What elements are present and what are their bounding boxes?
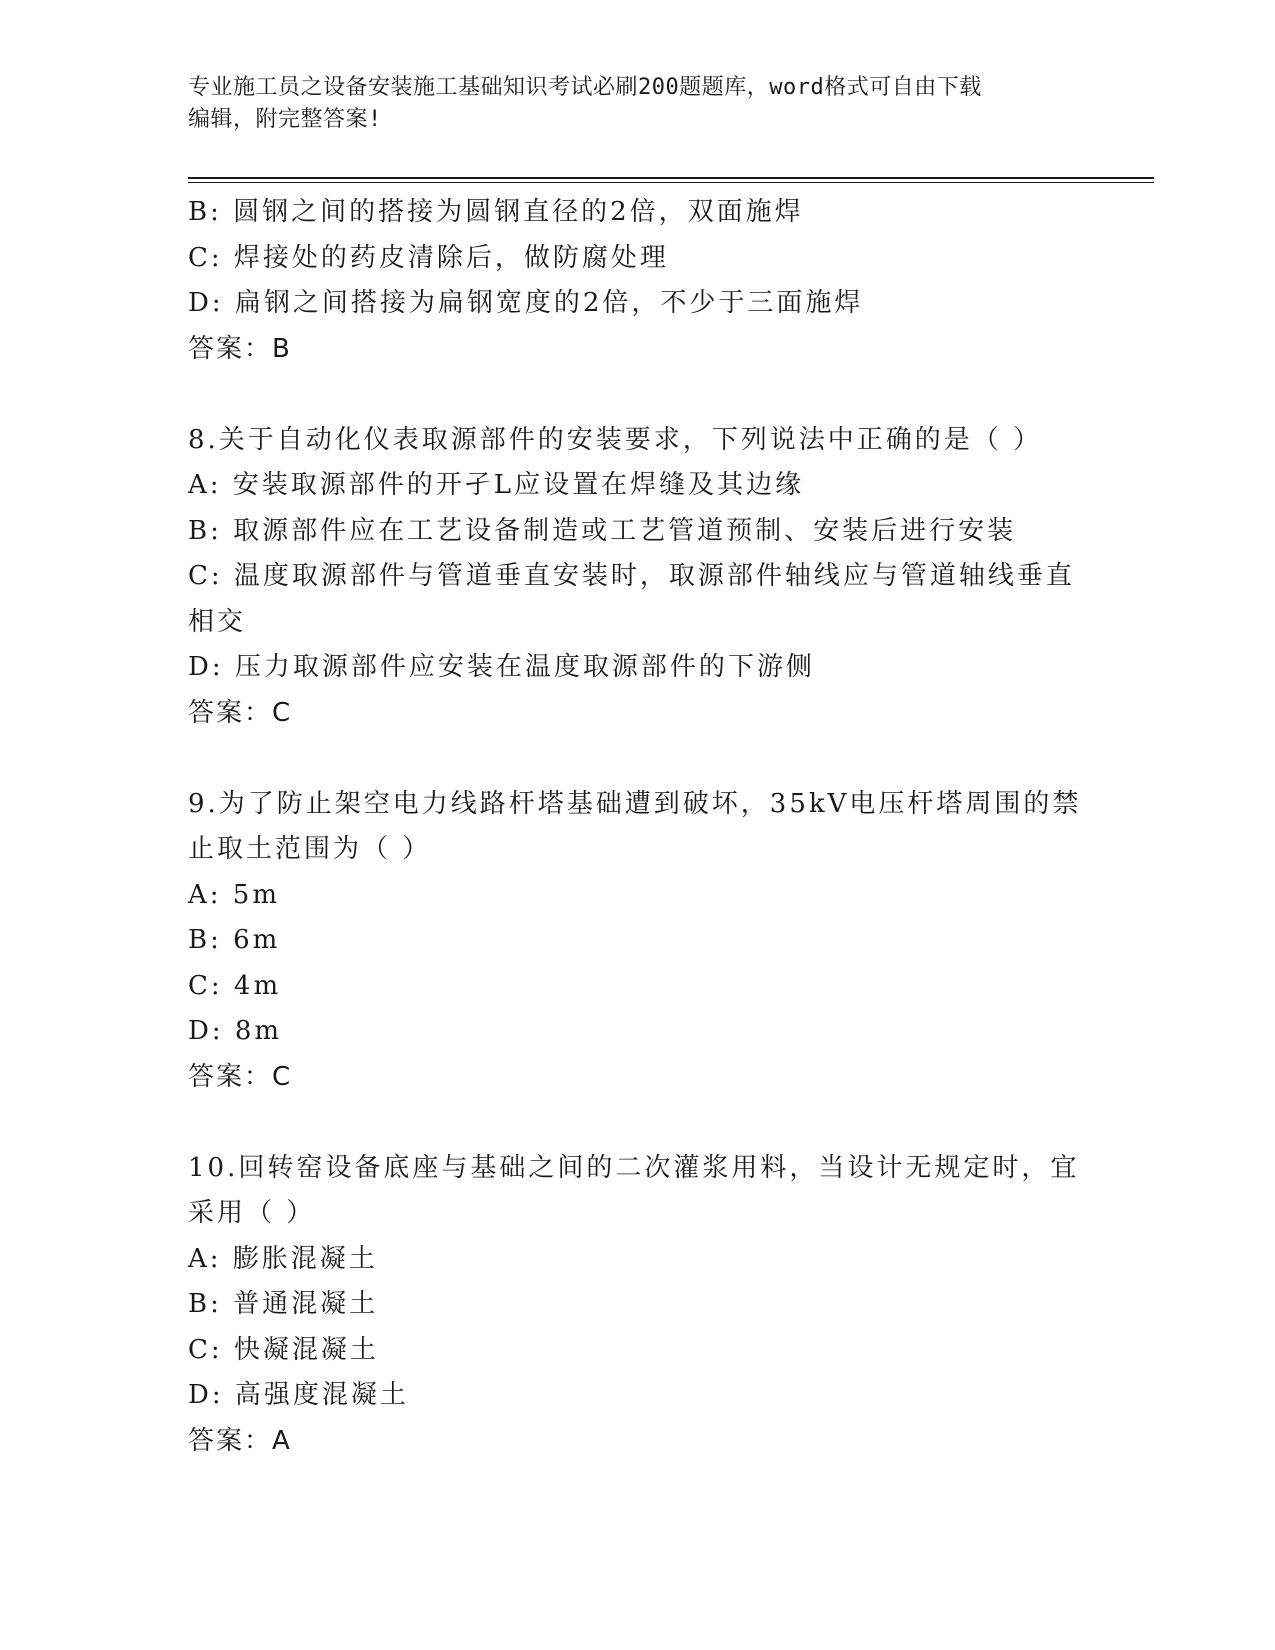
q8-stem: 8.关于自动化仪表取源部件的安装要求，下列说法中正确的是（ ）: [188, 424, 1043, 455]
q9-answer: 答案：C: [188, 1061, 293, 1092]
q7-option-d: D: 扁钢之间搭接为扁钢宽度的2倍，不少于三面施焊: [188, 288, 864, 318]
q10-option-c: C: 快凝混凝土: [188, 1334, 379, 1365]
spacer: [188, 372, 1088, 418]
q8-option-c-line-2: 相交: [188, 606, 247, 637]
q7-option-b: B: 圆钢之间的搭接为圆钢直径的2倍，双面施焊: [188, 197, 804, 227]
q10-stem-line-1: 10.回转窑设备底座与基础之间的二次灌浆用料，当设计无规定时，宜: [188, 1152, 1080, 1183]
q8-option-b: B: 取源部件应在工艺设备制造或工艺管道预制、安装后进行安装: [188, 515, 1017, 546]
question-10: [188, 1146, 1088, 1465]
question-content: [188, 190, 1088, 1464]
q8-answer: 答案：C: [188, 697, 293, 728]
q7-option-c: C: 焊接处的药皮清除后，做防腐处理: [188, 242, 669, 273]
question-7-tail: [188, 190, 1088, 372]
document-header: [188, 72, 1068, 136]
q8-option-d: D: 压力取源部件应安装在温度取源部件的下游侧: [188, 652, 815, 682]
spacer: [188, 1100, 1088, 1146]
q9-option-a: A: 5m: [188, 879, 280, 910]
q10-stem-line-2: 采用（ ）: [188, 1198, 316, 1228]
q9-option-d: D: 8m: [188, 1016, 283, 1046]
header-title-line-1: 专业施工员之设备安装施工基础知识考试必刷200题题库，word格式可自由下载: [188, 75, 982, 100]
q9-stem-line-1: 9.为了防止架空电力线路杆塔基础遭到破坏，35kV电压杆塔周围的禁: [188, 788, 1082, 819]
q7-answer: 答案：B: [188, 333, 292, 364]
q10-answer: 答案：A: [188, 1425, 292, 1456]
header-divider-thick: [188, 177, 1154, 179]
q10-option-a: A: 膨胀混凝土: [188, 1243, 378, 1274]
q9-stem-line-2: 止取土范围为（ ）: [188, 834, 432, 864]
q8-option-c-line-1: C: 温度取源部件与管道垂直安装时，取源部件轴线应与管道轴线垂直: [188, 561, 1075, 591]
question-8: [188, 418, 1088, 737]
q10-option-b: B: 普通混凝土: [188, 1289, 379, 1319]
q9-option-b: B: 6m: [188, 925, 281, 955]
q8-option-a: A: 安装取源部件的开孑L应设置在焊缝及其边缘: [188, 470, 805, 500]
spacer: [188, 736, 1088, 782]
header-divider-thin: [188, 182, 1154, 183]
header-title-line-2: 编辑，附完整答案!: [188, 107, 382, 132]
question-9: [188, 782, 1088, 1101]
q10-option-d: D: 高强度混凝土: [188, 1380, 409, 1410]
q9-option-c: C: 4m: [188, 970, 282, 1001]
